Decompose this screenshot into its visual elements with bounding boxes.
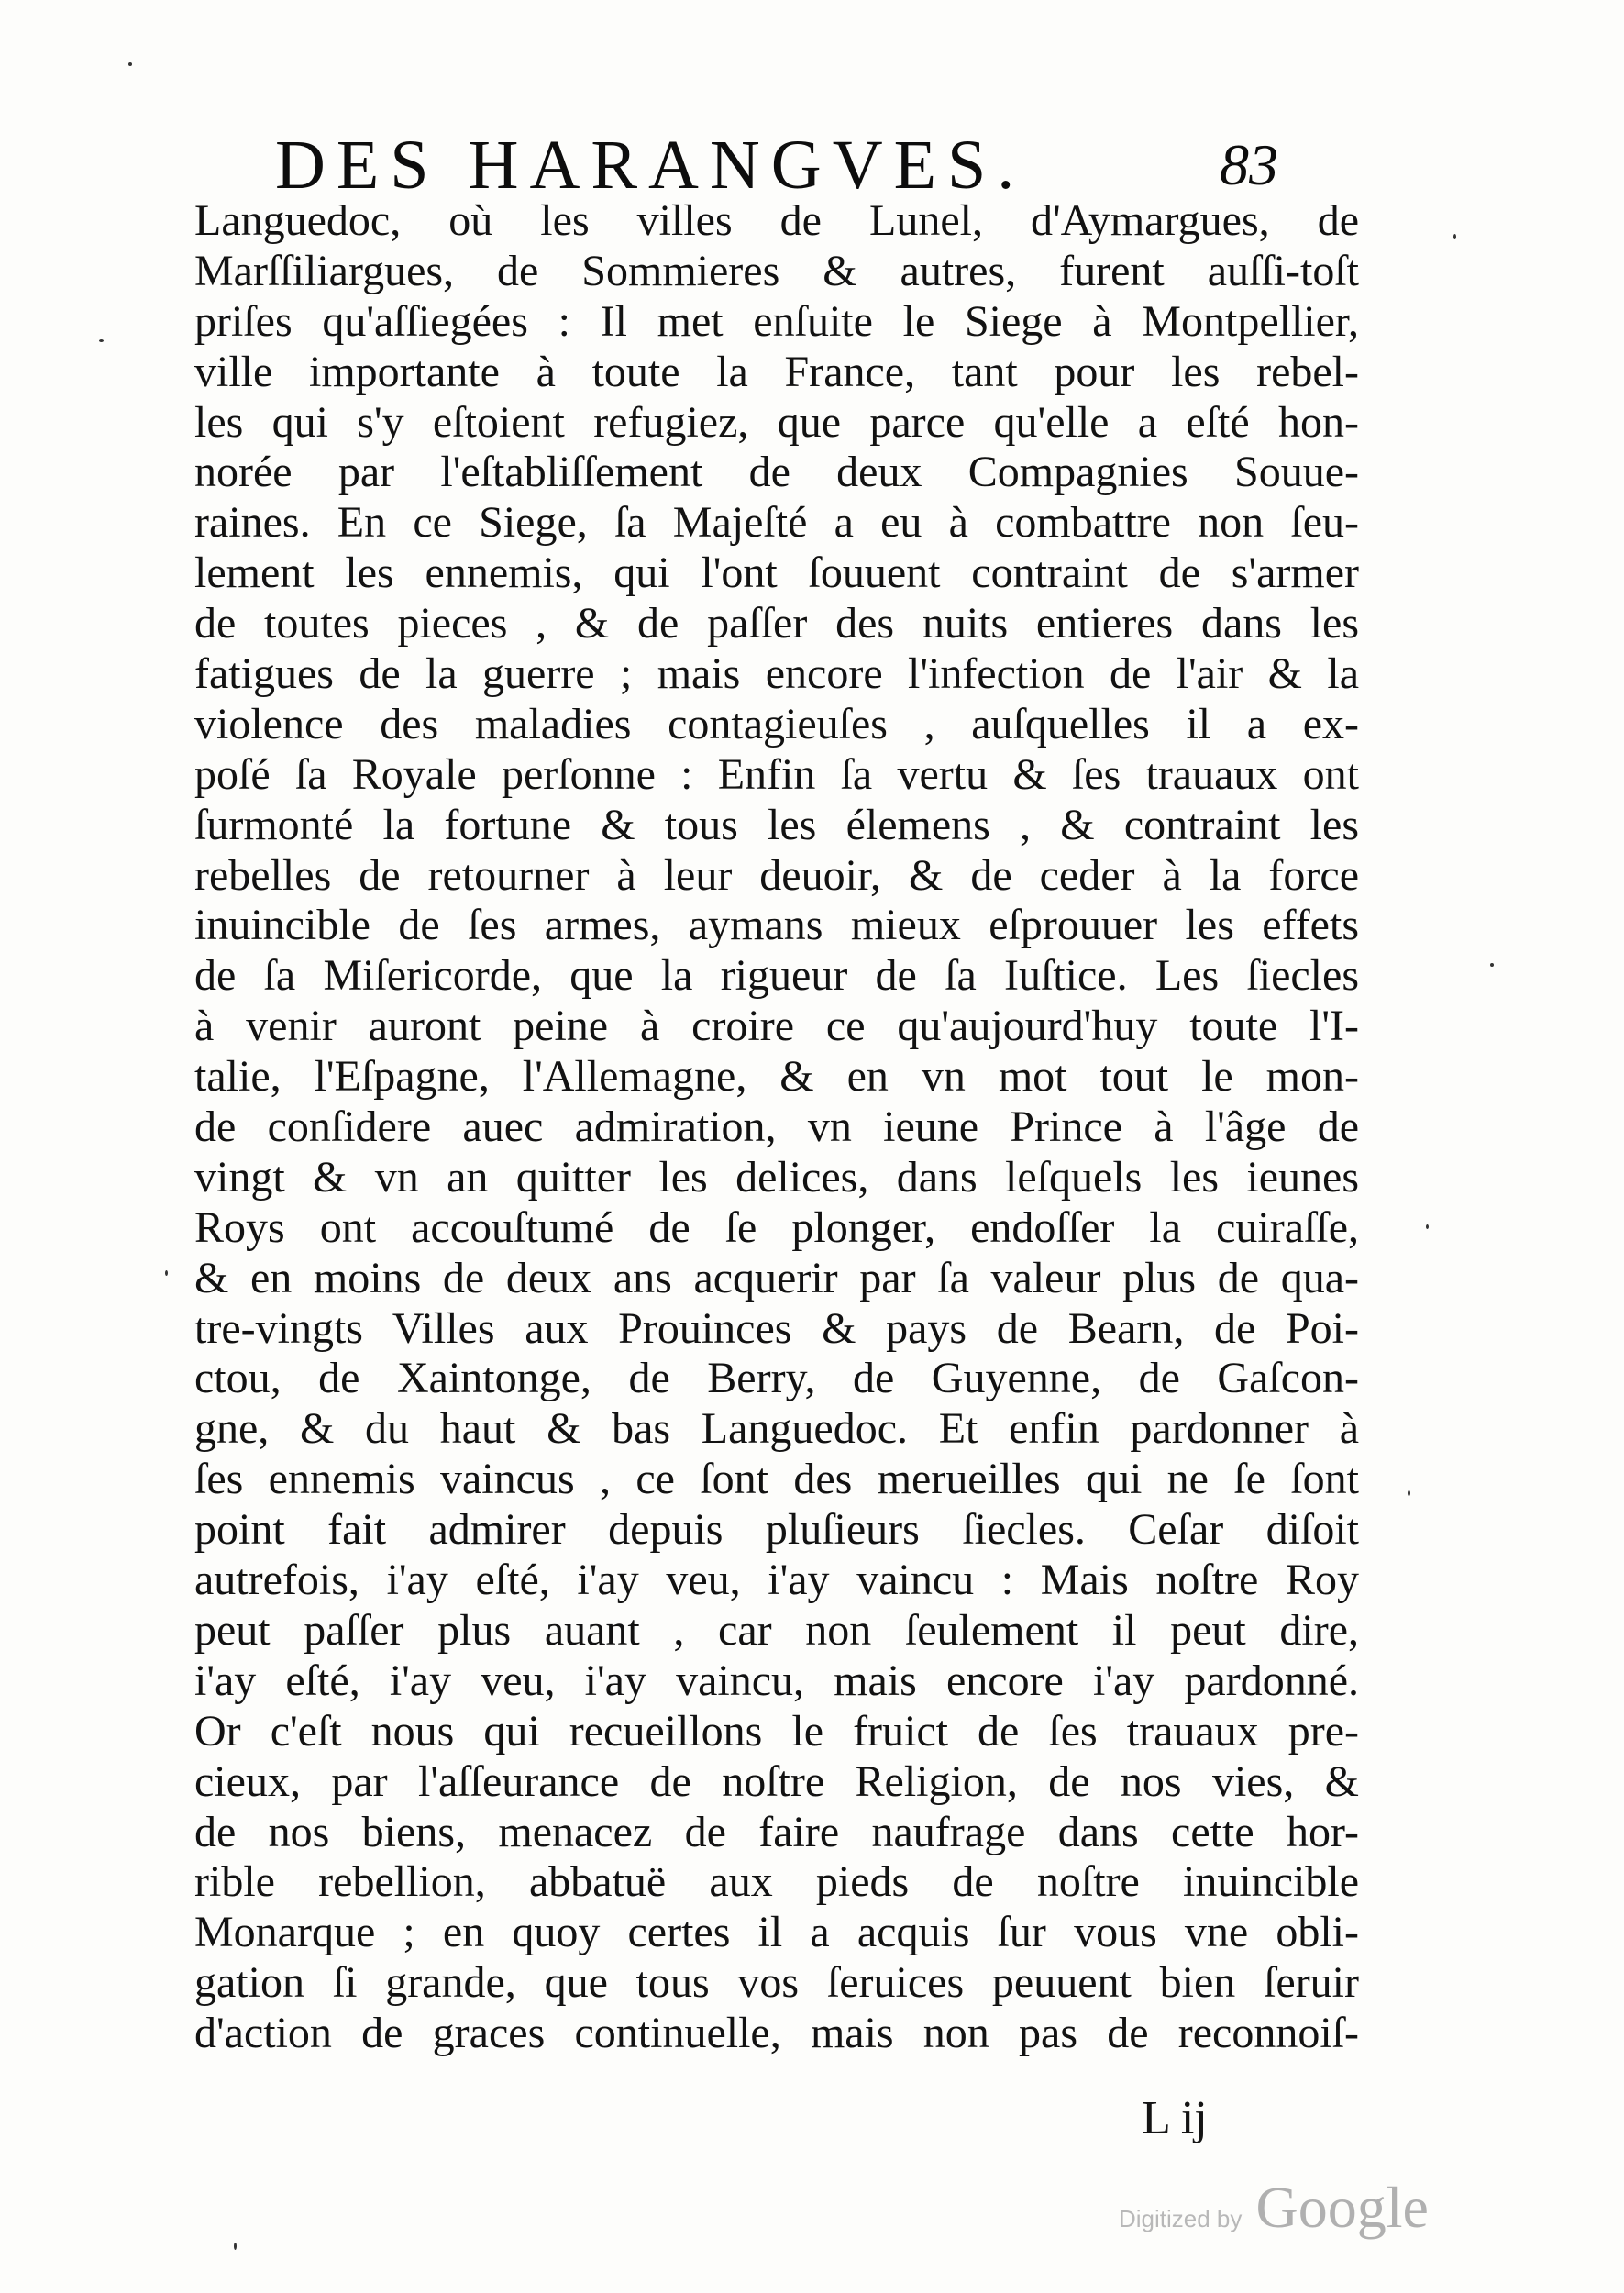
text-line: Marſſiliargues, de Sommieres & autres, furent auſſi-toſt [194, 246, 1359, 295]
text-line: autrefois, i'ay eſté, i'ay veu, i'ay vaincu : Mais noſtre Roy [194, 1556, 1359, 1605]
watermark-prefix: Digitized by [1119, 2205, 1243, 2232]
scan-speck [99, 339, 104, 342]
text-line: Languedoc, où les villes de Lunel, d'Aymargues, de [194, 196, 1359, 245]
text-line: raines. En ce Siege, ſa Majeſté a eu à combattre non ſeu- [194, 498, 1359, 548]
text-line: gne, & du haut & bas Languedoc. Et enfin pardonner à [194, 1404, 1359, 1454]
scan-speck [1408, 1490, 1410, 1496]
page-number: 83 [1220, 132, 1278, 197]
text-line: de ſa Miſericorde, que la rigueur de ſa Iuſtice. Les ſiecles [194, 951, 1359, 1001]
text-line: ſes ennemis vaincus , ce ſont des merueilles qui ne ſe ſont [194, 1455, 1359, 1504]
text-line: priſes qu'aſſiegées : Il met enſuite le Siege à Montpellier, [194, 296, 1359, 346]
text-line: Monarque ; en quoy certes il a acquis ſur vous vne obli- [194, 1908, 1359, 1957]
text-line: de conſidere auec admiration, vn ieune Prince à l'âge de [194, 1102, 1359, 1152]
body-text [194, 196, 1359, 2059]
text-line: fatigues de la guerre ; mais encore l'infection de l'air & la [194, 649, 1359, 699]
text-line: gation ſi grande, que tous vos ſeruices peuuent bien ſeruir [194, 1958, 1359, 2008]
text-line: peut paſſer plus auant , car non ſeulement il peut dire, [194, 1605, 1359, 1655]
scan-speck [165, 1270, 168, 1276]
scan-speck [128, 62, 132, 66]
signature-mark: L ij [1142, 2092, 1208, 2144]
text-line: norée par l'eſtabliſſement de deux Compagnies Souue- [194, 448, 1359, 497]
scan-speck [1453, 234, 1456, 239]
text-line: vingt & vn an quitter les delices, dans leſquels les ieunes [194, 1152, 1359, 1202]
text-line: Or c'eſt nous qui recueillons le fruict de ſes trauaux pre- [194, 1706, 1359, 1756]
text-line: rible rebellion, abbatuë aux pieds de noſtre inuincible [194, 1857, 1359, 1907]
text-line: rebelles de retourner à leur deuoir, & de ceder à la force [194, 850, 1359, 900]
text-line: d'action de graces continuelle, mais non pas de reconnoiſ- [194, 2009, 1359, 2058]
scan-speck [1490, 963, 1494, 967]
text-line: violence des maladies contagieuſes , auſquelles il a ex- [194, 699, 1359, 748]
page-header [275, 128, 1375, 202]
text-line: cieux, par l'aſſeurance de noſtre Religion, de nos vies, & [194, 1756, 1359, 1806]
text-line: tre-vingts Villes aux Prouinces & pays de Bearn, de Poi- [194, 1303, 1359, 1353]
watermark-brand: Google [1255, 2175, 1429, 2240]
text-line: inuincible de ſes armes, aymans mieux eſprouuer les effets [194, 901, 1359, 950]
scan-speck [1426, 1224, 1429, 1229]
text-line: & en moins de deux ans acquerir par ſa valeur plus de qua- [194, 1253, 1359, 1302]
text-line: de nos biens, menacez de faire naufrage dans cette hor- [194, 1807, 1359, 1856]
text-line: à venir auront peine à croire ce qu'aujourd'huy toute l'I- [194, 1002, 1359, 1051]
text-line: ville importante à toute la France, tant pour les rebel- [194, 347, 1359, 396]
text-line: talie, l'Eſpagne, l'Allemagne, & en vn mot tout le mon- [194, 1052, 1359, 1102]
running-title: DES HARANGVES. [275, 127, 1026, 204]
text-line: les qui s'y eſtoient refugiez, que parce qu'elle a eſté hon- [194, 397, 1359, 447]
digitized-watermark [1119, 2174, 1429, 2242]
scan-speck [234, 2243, 237, 2250]
text-line: Roys ont accouſtumé de ſe plonger, endoſſer la cuiraſſe, [194, 1202, 1359, 1252]
text-line: point fait admirer depuis pluſieurs ſiecles. Ceſar diſoit [194, 1505, 1359, 1555]
text-line: i'ay eſté, i'ay veu, i'ay vaincu, mais encore i'ay pardonné. [194, 1656, 1359, 1705]
text-line: lement les ennemis, qui l'ont ſouuent contraint de s'armer [194, 548, 1359, 598]
text-line: poſé ſa Royale perſonne : Enfin ſa vertu & ſes trauaux ont [194, 749, 1359, 799]
text-line: de toutes pieces , & de paſſer des nuits entieres dans les [194, 599, 1359, 648]
text-line: ſurmonté la fortune & tous les élemens , & contraint les [194, 800, 1359, 849]
text-line: ctou, de Xaintonge, de Berry, de Guyenne, de Gaſcon- [194, 1354, 1359, 1403]
